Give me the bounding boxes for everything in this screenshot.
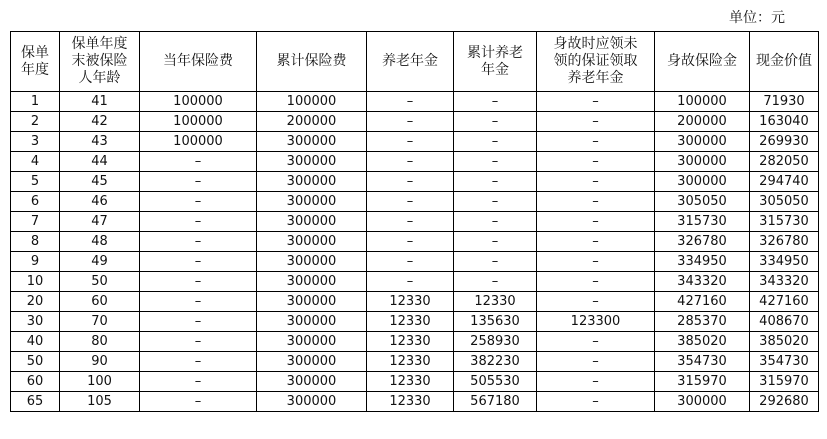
cell-cumulative-premium: 300000 [257, 272, 367, 292]
cell-cumulative-annuity: – [454, 192, 537, 212]
cell-cumulative-premium: 300000 [257, 192, 367, 212]
cell-guaranteed-annuity-unpaid: – [537, 252, 655, 272]
table-row [11, 372, 819, 392]
cell-pension-annuity: – [367, 252, 454, 272]
cell-pension-annuity: – [367, 172, 454, 192]
cell-insured-age: 90 [60, 352, 140, 372]
cell-pension-annuity: – [367, 152, 454, 172]
cell-cumulative-premium: 300000 [257, 352, 367, 372]
cell-cumulative-premium: 300000 [257, 252, 367, 272]
table-row [11, 232, 819, 252]
cell-cash-value: 71930 [750, 92, 819, 112]
cell-guaranteed-annuity-unpaid: – [537, 332, 655, 352]
cell-cash-value: 354730 [750, 352, 819, 372]
cell-cumulative-annuity: – [454, 172, 537, 192]
cell-insured-age: 44 [60, 152, 140, 172]
cell-annual-premium: – [140, 192, 257, 212]
cell-annual-premium: – [140, 292, 257, 312]
table-row [11, 332, 819, 352]
cell-cumulative-annuity: 382230 [454, 352, 537, 372]
cell-insured-age: 45 [60, 172, 140, 192]
cell-policy-year: 60 [11, 372, 60, 392]
cell-annual-premium: – [140, 152, 257, 172]
cell-policy-year: 2 [11, 112, 60, 132]
cell-cash-value: 427160 [750, 292, 819, 312]
table-row [11, 92, 819, 112]
cell-cash-value: 315730 [750, 212, 819, 232]
header-line: 保单 [21, 44, 49, 61]
cell-pension-annuity: – [367, 272, 454, 292]
cell-death-benefit: 100000 [655, 92, 750, 112]
cell-death-benefit: 285370 [655, 312, 750, 332]
cell-cumulative-annuity: 135630 [454, 312, 537, 332]
header-line: 当年保险费 [163, 53, 233, 69]
table-body [11, 92, 819, 412]
cell-death-benefit: 385020 [655, 332, 750, 352]
cell-guaranteed-annuity-unpaid: – [537, 132, 655, 152]
cell-insured-age: 42 [60, 112, 140, 132]
cell-death-benefit: 300000 [655, 132, 750, 152]
cell-annual-premium: 100000 [140, 92, 257, 112]
header-line: 末被保险 [71, 53, 128, 69]
header-policy-year [11, 32, 60, 92]
cell-pension-annuity: 12330 [367, 332, 454, 352]
header-cumulative-premium [257, 32, 367, 92]
cell-guaranteed-annuity-unpaid: – [537, 112, 655, 132]
cell-cumulative-premium: 300000 [257, 172, 367, 192]
cell-insured-age: 41 [60, 92, 140, 112]
cell-annual-premium: – [140, 332, 257, 352]
cell-policy-year: 50 [11, 352, 60, 372]
cell-pension-annuity: – [367, 192, 454, 212]
cell-cash-value: 282050 [750, 152, 819, 172]
cell-cumulative-annuity: – [454, 212, 537, 232]
cell-cash-value: 408670 [750, 312, 819, 332]
header-guaranteed-annuity-unpaid [537, 32, 655, 92]
cell-pension-annuity: 12330 [367, 392, 454, 412]
cell-cumulative-premium: 300000 [257, 312, 367, 332]
cell-cash-value: 292680 [750, 392, 819, 412]
cell-guaranteed-annuity-unpaid: – [537, 92, 655, 112]
cell-cumulative-premium: 200000 [257, 112, 367, 132]
cell-death-benefit: 315730 [655, 212, 750, 232]
header-pension-annuity [367, 32, 454, 92]
header-line: 现金价值 [756, 53, 812, 69]
table-row [11, 392, 819, 412]
cell-cash-value: 315970 [750, 372, 819, 392]
cell-cumulative-premium: 300000 [257, 212, 367, 232]
cell-cumulative-annuity: 12330 [454, 292, 537, 312]
cell-insured-age: 46 [60, 192, 140, 212]
cell-cash-value: 385020 [750, 332, 819, 352]
cell-pension-annuity: 12330 [367, 312, 454, 332]
header-line: 领的保证领取 [553, 53, 638, 69]
cell-cumulative-annuity: 258930 [454, 332, 537, 352]
cell-death-benefit: 305050 [655, 192, 750, 212]
header-cash-value [750, 32, 819, 92]
cell-cumulative-premium: 300000 [257, 392, 367, 412]
table-row [11, 252, 819, 272]
cell-policy-year: 5 [11, 172, 60, 192]
cell-policy-year: 4 [11, 152, 60, 172]
cell-policy-year: 10 [11, 272, 60, 292]
cell-guaranteed-annuity-unpaid: – [537, 172, 655, 192]
cell-cumulative-annuity: – [454, 272, 537, 292]
header-line: 累计养老 [467, 44, 523, 61]
table-row [11, 352, 819, 372]
table-row [11, 132, 819, 152]
cell-death-benefit: 343320 [655, 272, 750, 292]
cell-insured-age: 60 [60, 292, 140, 312]
cell-cash-value: 294740 [750, 172, 819, 192]
header-line: 保单年度 [71, 36, 128, 52]
cell-cash-value: 269930 [750, 132, 819, 152]
cell-insured-age: 49 [60, 252, 140, 272]
cell-annual-premium: – [140, 252, 257, 272]
cell-death-benefit: 354730 [655, 352, 750, 372]
cell-cumulative-premium: 300000 [257, 152, 367, 172]
cell-pension-annuity: – [367, 92, 454, 112]
cell-guaranteed-annuity-unpaid: 123300 [537, 312, 655, 332]
cell-guaranteed-annuity-unpaid: – [537, 372, 655, 392]
policy-benefit-table [10, 31, 819, 412]
cell-cumulative-premium: 300000 [257, 372, 367, 392]
header-line: 年金 [481, 61, 509, 78]
header-cumulative-annuity [454, 32, 537, 92]
table-row [11, 112, 819, 132]
cell-insured-age: 100 [60, 372, 140, 392]
cell-death-benefit: 300000 [655, 152, 750, 172]
cell-insured-age: 47 [60, 212, 140, 232]
cell-guaranteed-annuity-unpaid: – [537, 232, 655, 252]
cell-annual-premium: – [140, 352, 257, 372]
cell-annual-premium: 100000 [140, 112, 257, 132]
cell-policy-year: 8 [11, 232, 60, 252]
cell-guaranteed-annuity-unpaid: – [537, 152, 655, 172]
cell-annual-premium: 100000 [140, 132, 257, 152]
cell-policy-year: 9 [11, 252, 60, 272]
cell-policy-year: 3 [11, 132, 60, 152]
cell-cash-value: 334950 [750, 252, 819, 272]
cell-pension-annuity: – [367, 212, 454, 232]
table-row [11, 272, 819, 292]
cell-cumulative-premium: 300000 [257, 332, 367, 352]
cell-cumulative-annuity: – [454, 152, 537, 172]
cell-pension-annuity: 12330 [367, 292, 454, 312]
cell-policy-year: 40 [11, 332, 60, 352]
cell-cumulative-annuity: 505530 [454, 372, 537, 392]
cell-cash-value: 343320 [750, 272, 819, 292]
cell-policy-year: 6 [11, 192, 60, 212]
table-row [11, 152, 819, 172]
unit-label: 单位：元 [729, 10, 785, 26]
cell-insured-age: 50 [60, 272, 140, 292]
cell-guaranteed-annuity-unpaid: – [537, 292, 655, 312]
cell-annual-premium: – [140, 232, 257, 252]
cell-cash-value: 326780 [750, 232, 819, 252]
cell-cumulative-premium: 300000 [257, 232, 367, 252]
header-line: 养老年金 [382, 53, 438, 69]
cell-insured-age: 48 [60, 232, 140, 252]
cell-death-benefit: 300000 [655, 172, 750, 192]
cell-annual-premium: – [140, 272, 257, 292]
cell-cumulative-annuity: – [454, 252, 537, 272]
cell-annual-premium: – [140, 372, 257, 392]
cell-death-benefit: 334950 [655, 252, 750, 272]
header-annual-premium [140, 32, 257, 92]
cell-cumulative-annuity: – [454, 232, 537, 252]
cell-policy-year: 1 [11, 92, 60, 112]
cell-death-benefit: 200000 [655, 112, 750, 132]
header-insured-age [60, 32, 140, 92]
cell-guaranteed-annuity-unpaid: – [537, 212, 655, 232]
cell-guaranteed-annuity-unpaid: – [537, 192, 655, 212]
cell-cumulative-premium: 100000 [257, 92, 367, 112]
cell-death-benefit: 427160 [655, 292, 750, 312]
header-line: 年度 [21, 61, 49, 78]
table-row [11, 292, 819, 312]
cell-pension-annuity: 12330 [367, 372, 454, 392]
cell-cumulative-annuity: 567180 [454, 392, 537, 412]
header-line: 养老年金 [567, 70, 624, 86]
cell-policy-year: 7 [11, 212, 60, 232]
cell-guaranteed-annuity-unpaid: – [537, 352, 655, 372]
cell-cumulative-annuity: – [454, 112, 537, 132]
table-row [11, 212, 819, 232]
cell-pension-annuity: – [367, 132, 454, 152]
cell-death-benefit: 315970 [655, 372, 750, 392]
cell-pension-annuity: – [367, 112, 454, 132]
cell-annual-premium: – [140, 312, 257, 332]
cell-annual-premium: – [140, 212, 257, 232]
cell-death-benefit: 326780 [655, 232, 750, 252]
header-death-benefit [655, 32, 750, 92]
cell-cumulative-premium: 300000 [257, 292, 367, 312]
cell-guaranteed-annuity-unpaid: – [537, 392, 655, 412]
cell-policy-year: 20 [11, 292, 60, 312]
cell-pension-annuity: – [367, 232, 454, 252]
cell-cumulative-premium: 300000 [257, 132, 367, 152]
table-header-row [11, 32, 819, 92]
cell-policy-year: 65 [11, 392, 60, 412]
cell-cumulative-annuity: – [454, 132, 537, 152]
header-line: 累计保险费 [276, 53, 347, 69]
header-line: 人年龄 [78, 70, 121, 86]
cell-cumulative-annuity: – [454, 92, 537, 112]
cell-cash-value: 163040 [750, 112, 819, 132]
cell-insured-age: 105 [60, 392, 140, 412]
cell-policy-year: 30 [11, 312, 60, 332]
cell-insured-age: 70 [60, 312, 140, 332]
table-row [11, 192, 819, 212]
table-row [11, 312, 819, 332]
cell-insured-age: 80 [60, 332, 140, 352]
header-line: 身故保险金 [667, 53, 737, 69]
cell-insured-age: 43 [60, 132, 140, 152]
cell-annual-premium: – [140, 172, 257, 192]
cell-guaranteed-annuity-unpaid: – [537, 272, 655, 292]
header-line: 身故时应领未 [553, 36, 638, 52]
cell-death-benefit: 300000 [655, 392, 750, 412]
cell-annual-premium: – [140, 392, 257, 412]
table-row [11, 172, 819, 192]
cell-cash-value: 305050 [750, 192, 819, 212]
cell-pension-annuity: 12330 [367, 352, 454, 372]
